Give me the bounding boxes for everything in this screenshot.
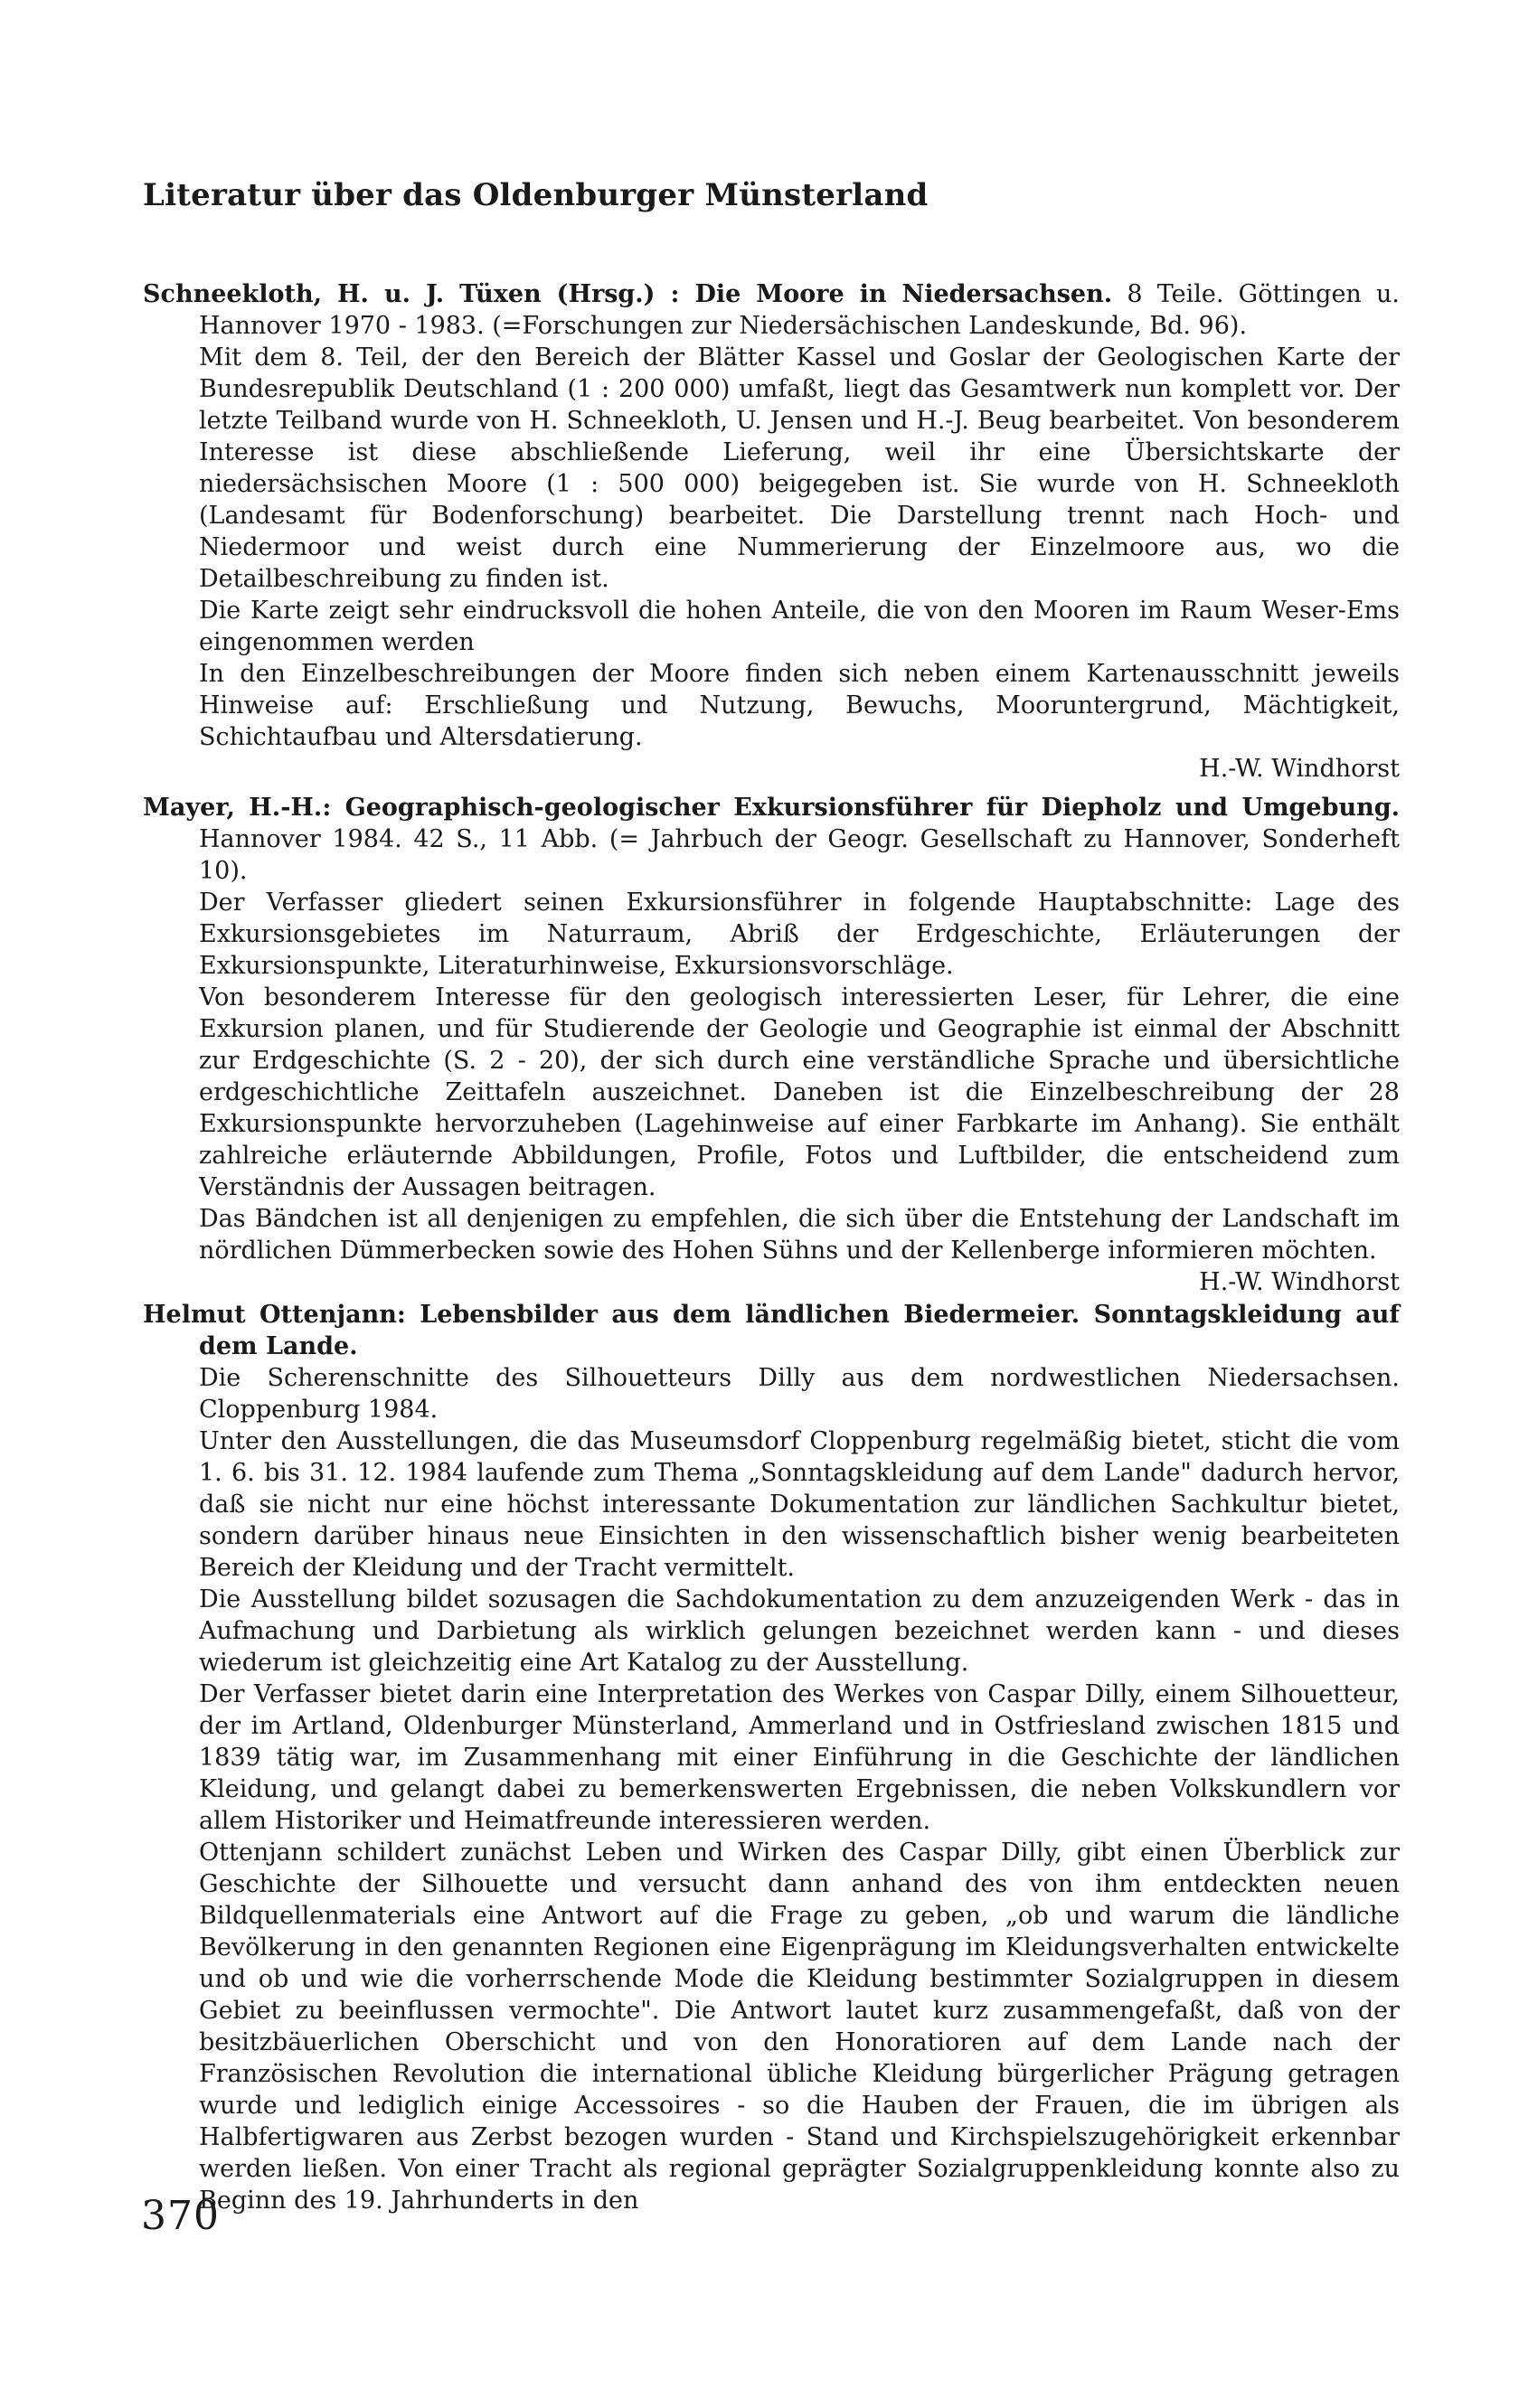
- reference-author-title: Mayer, H.-H.: Geographisch-geologischer Exkursionsführer für Diepholz und Umgebung.: [143, 794, 1400, 822]
- reviewer-name: H.-W. Windhorst: [1199, 1268, 1400, 1296]
- review-paragraph: Das Bändchen ist all denjenigen zu empfehlen, die sich über die Entstehung der Landschaft im nördlichen Dümmerbecken sowie des Hohen Sühns und der Kellenberge informieren möchten.: [199, 1205, 1400, 1265]
- bibliographic-reference: [143, 1299, 1400, 1362]
- reviewer-name: H.-W. Windhorst: [1199, 755, 1400, 783]
- reference-author-title: Helmut Ottenjann: Lebensbilder aus dem ländlichen Biedermeier. Sonntagskleidung auf dem Lande.: [143, 1301, 1400, 1360]
- review-paragraph: Die Scherenschnitte des Silhouetteurs Dilly aus dem nordwestlichen Niedersachsen. Cloppenburg 1984.: [199, 1364, 1400, 1424]
- review-paragraph: Der Verfasser bietet darin eine Interpretation des Werkes von Caspar Dilly, einem Silhouetteur, der im Artland, Oldenburger Münsterland, Ammerland und in Ostfriesland zwischen 1815 und 1839 tätig war, im Zusammenhang mit einer Einführung in die Geschichte der ländlichen Kleidung, und gelangt dabei zu bemerkenswerten Ergebnissen, die neben Volkskundlern vor allem Historiker und Heimatfreunde interessieren werden.: [199, 1680, 1400, 1835]
- reference-publication-details: 8 Teile. Göttingen u. Hannover 1970 - 1983. (=Forschungen zur Niedersächischen Landeskunde, Bd. 96).: [199, 280, 1400, 340]
- page-number: 370: [141, 2193, 220, 2239]
- review-entry: [143, 792, 1400, 1298]
- reference-publication-details: Hannover 1984. 42 S., 11 Abb. (= Jahrbuch der Geogr. Gesellschaft zu Hannover, Sonderheft 10).: [199, 825, 1400, 885]
- review-paragraph: Der Verfasser gliedert seinen Exkursionsführer in folgende Hauptabschnitte: Lage des Exkursionsgebietes im Naturraum, Abriß der Erdgeschichte, Erläuterungen der Exkursionspunkte, Literaturhinweise, Exkursionsvorschläge.: [199, 889, 1400, 980]
- review-paragraph: Unter den Ausstellungen, die das Museumsdorf Cloppenburg regelmäßig bietet, sticht die vom 1. 6. bis 31. 12. 1984 laufende zum Thema „Sonntagskleidung auf dem Lande" dadurch hervor, daß sie nicht nur eine höchst interessante Dokumentation zur ländlichen Sachkultur bietet, sondern darüber hinaus neue Einsichten in den wissenschaftlich bisher wenig bearbeiteten Bereich der Kleidung und der Tracht vermittelt.: [199, 1427, 1400, 1582]
- review-entry: [143, 1299, 1400, 2216]
- page-title: Literatur über das Oldenburger Münsterland: [143, 177, 929, 213]
- review-paragraph: Die Ausstellung bildet sozusagen die Sachdokumentation zu dem anzuzeigenden Werk - das in Aufmachung und Darbietung als wirklich gelungen bezeichnet werden kann - und dieses wiederum ist gleichzeitig eine Art Katalog zu der Ausstellung.: [199, 1585, 1400, 1677]
- review-paragraph: Mit dem 8. Teil, der den Bereich der Blätter Kassel und Goslar der Geologischen Karte der Bundesrepublik Deutschland (1 : 200 000) umfaßt, liegt das Gesamtwerk nun komplett vor. Der letzte Teilband wurde von H. Schneekloth, U. Jensen und H.-J. Beug bearbeitet. Von besonderem Interesse ist diese abschließende Lieferung, weil ihr eine Übersichtskarte der niedersächsischen Moore (1 : 500 000) beigegeben ist. Sie wurde von H. Schneekloth (Landesamt für Bodenforschung) bearbeitet. Die Darstellung trennt nach Hoch- und Niedermoor und weist durch eine Nummerierung der Einzelmoore aus, wo die Detailbeschreibung zu finden ist.: [199, 343, 1400, 593]
- review-entry: [143, 278, 1400, 785]
- review-paragraph: Die Karte zeigt sehr eindrucksvoll die hohen Anteile, die von den Mooren im Raum Weser-Ems eingenommen werden: [199, 597, 1400, 656]
- review-paragraph: In den Einzelbeschreibungen der Moore finden sich neben einem Kartenausschnitt jeweils Hinweise auf: Erschließung und Nutzung, Bewuchs, Mooruntergrund, Mächtigkeit, Schichtaufbau und Altersdatierung.: [199, 660, 1400, 751]
- reference-author-title: Schneekloth, H. u. J. Tüxen (Hrsg.) : Die Moore in Niedersachsen.: [143, 280, 1113, 308]
- bibliographic-reference: [143, 278, 1400, 342]
- review-paragraph: Von besonderem Interesse für den geologisch interessierten Leser, für Lehrer, die eine Exkursion planen, und für Studierende der Geologie und Geographie ist einmal der Abschnitt zur Erdgeschichte (S. 2 - 20), der sich durch eine verständliche Sprache und übersichtliche erdgeschichtliche Zeittafeln auszeichnet. Daneben ist die Einzelbeschreibung der 28 Exkursionspunkte hervorzuheben (Lagehinweise auf einer Farbkarte im Anhang). Sie enthält zahlreiche erläuternde Abbildungen, Profile, Fotos und Luftbilder, die entscheidend zum Verständnis der Aussagen beitragen.: [199, 983, 1400, 1201]
- review-paragraph: Ottenjann schildert zunächst Leben und Wirken des Caspar Dilly, gibt einen Überblick zur Geschichte der Silhouette und versucht dann anhand des von ihm entdeckten neuen Bildquellenmaterials eine Antwort auf die Frage zu geben, „ob und warum die ländliche Bevölkerung in den genannten Regionen eine Eigenprägung im Kleidungsverhalten entwickelte und ob und wie die vorherrschende Mode die Kleidung bestimmter Sozialgruppen in diesem Gebiet zu beeinflussen vermochte". Die Antwort lautet kurz zusammengefaßt, daß von der besitzbäuerlichen Oberschicht und von den Honoratioren auf dem Lande nach der Französischen Revolution die international übliche Kleidung bürgerlicher Prägung getragen wurde und lediglich einige Accessoires - so die Hauben der Frauen, die im übrigen als Halbfertigwaren aus Zerbst bezogen wurden - Stand und Kirchspielszugehörigkeit erkennbar werden ließen. Von einer Tracht als regional geprägter Sozialgruppenkleidung konnte also zu Beginn des 19. Jahrhunderts in den: [199, 1839, 1400, 2215]
- bibliographic-reference: [143, 792, 1400, 887]
